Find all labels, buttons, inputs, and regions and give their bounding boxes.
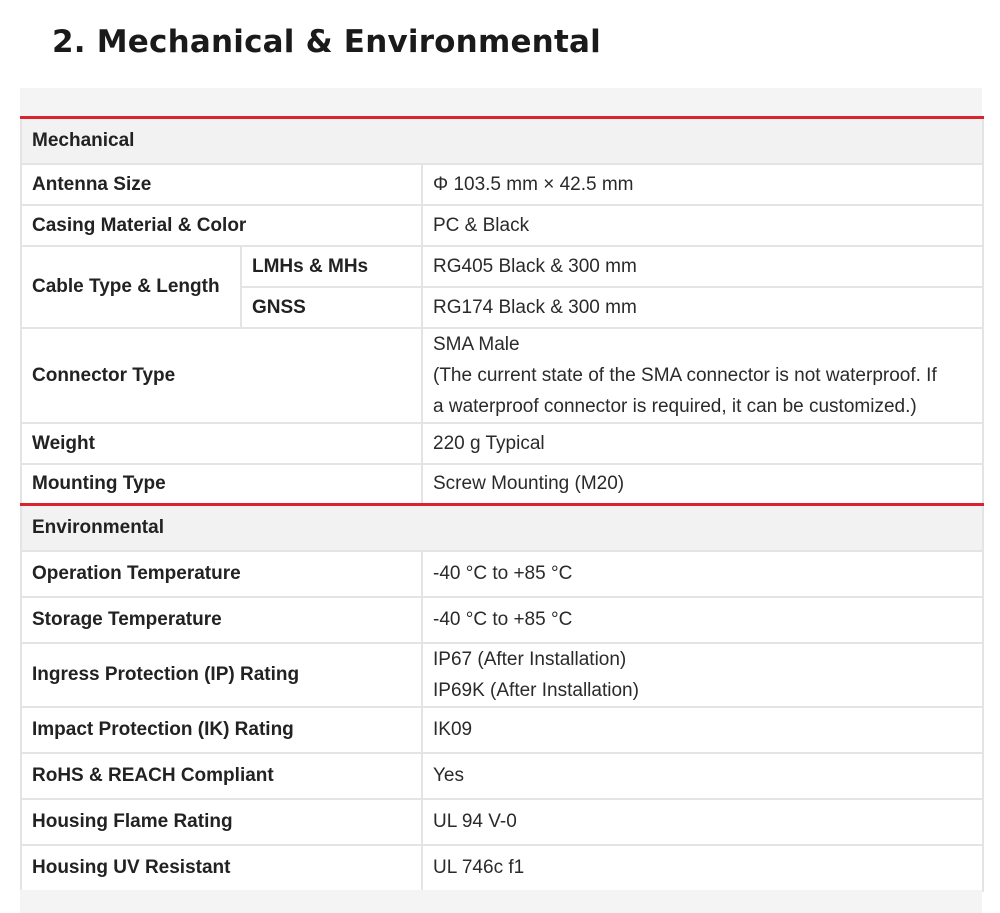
ip-rating-line: IP69K (After Installation) xyxy=(433,679,639,701)
cable-value-lmhs: RG405 Black & 300 mm xyxy=(422,246,983,287)
casing-value: PC & Black xyxy=(422,205,983,246)
table-row xyxy=(21,246,983,287)
table-row xyxy=(21,423,983,464)
ip-rating-label: Ingress Protection (IP) Rating xyxy=(21,643,422,707)
antenna-size-label: Antenna Size xyxy=(21,164,422,205)
table-top-band xyxy=(20,88,982,116)
uv-label: Housing UV Resistant xyxy=(21,845,422,891)
table-row xyxy=(21,164,983,205)
mechanical-section-row xyxy=(21,118,983,164)
mounting-label: Mounting Type xyxy=(21,464,422,505)
spec-table xyxy=(20,116,984,892)
connector-value xyxy=(422,328,983,423)
environmental-section-header: Environmental xyxy=(21,505,983,551)
table-row xyxy=(21,597,983,643)
weight-label: Weight xyxy=(21,423,422,464)
connector-line: SMA Male xyxy=(433,333,520,355)
mounting-value: Screw Mounting (M20) xyxy=(422,464,983,505)
table-row xyxy=(21,643,983,707)
flame-label: Housing Flame Rating xyxy=(21,799,422,845)
table-row xyxy=(21,551,983,597)
connector-label: Connector Type xyxy=(21,328,422,423)
ip-rating-line: IP67 (After Installation) xyxy=(433,648,627,670)
operation-temp-label: Operation Temperature xyxy=(21,551,422,597)
storage-temp-label: Storage Temperature xyxy=(21,597,422,643)
antenna-size-value: Φ 103.5 mm × 42.5 mm xyxy=(422,164,983,205)
cable-value-gnss: RG174 Black & 300 mm xyxy=(422,287,983,328)
table-row xyxy=(21,707,983,753)
environmental-section-row xyxy=(21,505,983,551)
connector-line: a waterproof connector is required, it can be customized.) xyxy=(433,395,917,417)
flame-value: UL 94 V-0 xyxy=(422,799,983,845)
page-title: 2. Mechanical & Environmental xyxy=(52,24,601,60)
ik-rating-label: Impact Protection (IK) Rating xyxy=(21,707,422,753)
table-row xyxy=(21,753,983,799)
connector-line: (The current state of the SMA connector is not waterproof. If xyxy=(433,364,937,386)
cable-sub-gnss: GNSS xyxy=(241,287,422,328)
table-bottom-band xyxy=(20,890,982,913)
ik-rating-value: IK09 xyxy=(422,707,983,753)
weight-value: 220 g Typical xyxy=(422,423,983,464)
casing-label: Casing Material & Color xyxy=(21,205,422,246)
rohs-value: Yes xyxy=(422,753,983,799)
table-row xyxy=(21,205,983,246)
rohs-label: RoHS & REACH Compliant xyxy=(21,753,422,799)
table-row xyxy=(21,328,983,423)
ip-rating-value xyxy=(422,643,983,707)
table-row xyxy=(21,845,983,891)
storage-temp-value: -40 °C to +85 °C xyxy=(422,597,983,643)
table-row xyxy=(21,464,983,505)
operation-temp-value: -40 °C to +85 °C xyxy=(422,551,983,597)
uv-value: UL 746c f1 xyxy=(422,845,983,891)
mechanical-section-header: Mechanical xyxy=(21,118,983,164)
cable-label: Cable Type & Length xyxy=(21,246,241,328)
cable-sub-lmhs: LMHs & MHs xyxy=(241,246,422,287)
table-row xyxy=(21,799,983,845)
